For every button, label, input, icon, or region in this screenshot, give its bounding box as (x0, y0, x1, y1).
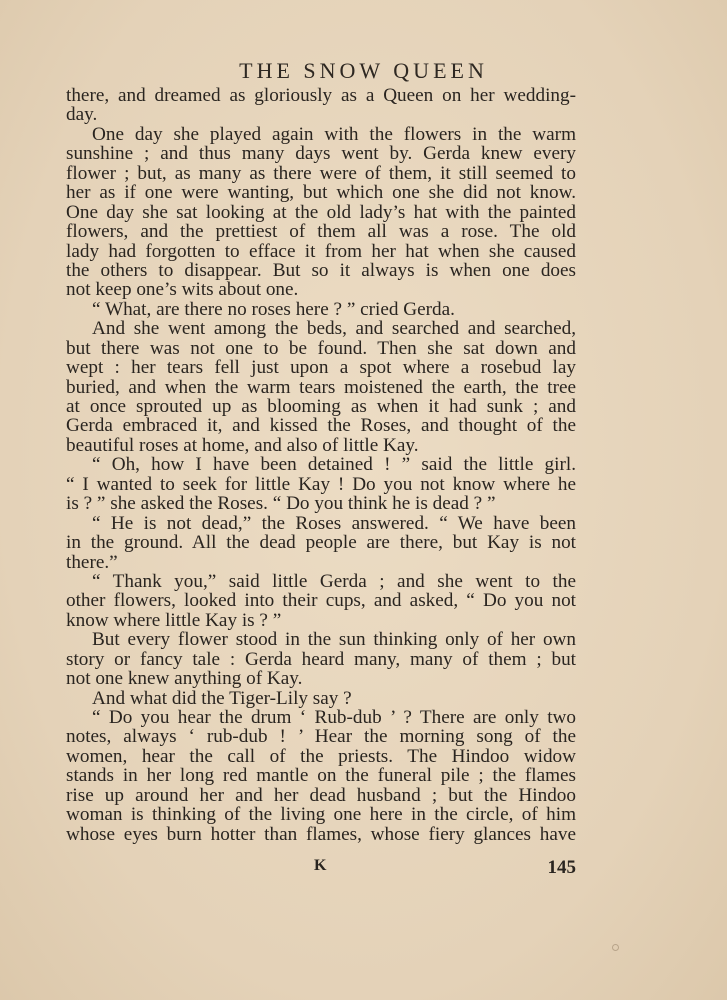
text-line: is ? ” she asked the Roses. “ Do you think he is dead ? ” (66, 493, 496, 515)
page-number: 145 (547, 857, 576, 878)
text-line: woman is thinking of the living one here in the circle, of him (66, 804, 576, 826)
text-line: buried, and when the warm tears moistened the earth, the tree (66, 376, 576, 398)
text-line: women, hear the call of the priests. The Hindoo widow (66, 745, 576, 767)
text-line: “ What, are there no roses here ? ” cried Gerda. (92, 298, 455, 320)
text-line: there.” (66, 551, 118, 573)
text-line: stands in her long red mantle on the funeral pile ; the flames (66, 765, 576, 787)
text-line: “ Oh, how I have been detained ! ” said the little girl. (92, 454, 576, 476)
text-line: there, and dreamed as gloriously as a Queen on her wedding- (66, 85, 576, 106)
text-line: but there was not one to be found. Then she sat down and (66, 337, 576, 359)
paper-speck-icon (612, 944, 619, 951)
text-line: notes, always ‘ rub-dub ! ’ Hear the morning song of the (66, 726, 576, 748)
text-line: And what did the Tiger-Lily say ? (92, 687, 352, 709)
page-footer (66, 857, 576, 879)
text-line: flowers, and the prettiest of them all was a rose. The old (66, 221, 576, 243)
text-line: But every flower stood in the sun thinking only of her own (92, 629, 576, 651)
running-head: THE SNOW QUEEN (239, 58, 488, 83)
text-line: “ Thank you,” said little Gerda ; and she went to the (92, 570, 576, 592)
text-line: story or fancy tale : Gerda heard many, many of them ; but (66, 648, 576, 670)
text-line: wept : her tears fell just upon a spot where a rosebud lay (66, 357, 576, 379)
text-line: beautiful roses at home, and also of little Kay. (66, 434, 419, 456)
body-text (66, 86, 576, 844)
text-line: “ I wanted to seek for little Kay ! Do you not know where he (66, 473, 576, 495)
text-line: other flowers, looked into their cups, and asked, “ Do you not (66, 590, 576, 612)
text-line: One day she played again with the flowers in the warm (92, 123, 576, 145)
text-line: lady had forgotten to efface it from her hat when she caused (66, 240, 576, 262)
text-line: not one knew anything of Kay. (66, 668, 303, 690)
text-line: “ He is not dead,” the Roses answered. “ We have been (92, 512, 576, 534)
text-line: flower ; but, as many as there were of them, it still seemed to (66, 162, 576, 184)
signature-mark: K (314, 857, 327, 874)
text-line: in the ground. All the dead people are there, but Kay is not (66, 532, 576, 554)
text-line: rise up around her and her dead husband ; but the Hindoo (66, 784, 576, 806)
text-line: day. (66, 104, 98, 126)
text-line: Gerda embraced it, and kissed the Roses, and thought of the (66, 415, 576, 437)
text-line: know where little Kay is ? ” (66, 609, 282, 631)
text-line: “ Do you hear the drum ‘ Rub-dub ’ ? There are only two (92, 707, 576, 728)
text-line: the others to disappear. But so it always is when one does (66, 259, 576, 281)
text-line: whose eyes burn hotter than flames, whose fiery glances have (66, 823, 576, 845)
text-line: And she went among the beds, and searched and searched, (92, 318, 576, 340)
text-line: One day she sat looking at the old lady’s hat with the painted (66, 201, 576, 223)
text-line: not keep one’s wits about one. (66, 279, 299, 301)
text-line: sunshine ; and thus many days went by. Gerda knew every (66, 143, 576, 165)
text-line: her as if one were wanting, but which one she did not know. (66, 182, 576, 204)
text-line: at once sprouted up as blooming as when it had sunk ; and (66, 396, 576, 417)
